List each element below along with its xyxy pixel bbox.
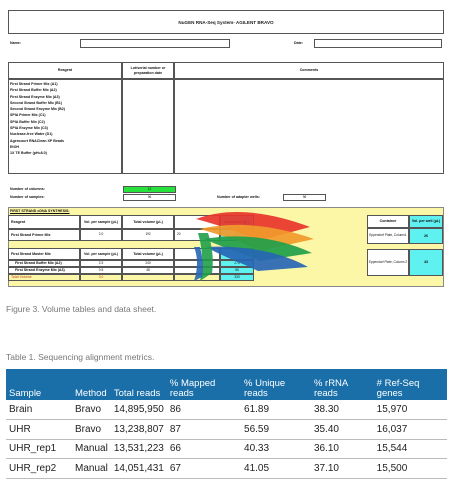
cell-mapped-reads: 87 (167, 420, 241, 440)
t1-row-total: 192 (145, 232, 151, 237)
reagent-item: 1X TE Buffer (pH=8.0) (10, 151, 47, 156)
cell-total-reads: 13,238,807 (111, 420, 167, 440)
header-refseq-genes: # Ref-Seq genes (374, 369, 447, 400)
t1-row-vol: 2.0 (98, 232, 104, 237)
t1-row-vol-cell (80, 229, 122, 241)
cell-method: Manual (72, 439, 111, 459)
t2-total-header-cell (122, 248, 174, 260)
swoosh-graphic (188, 207, 318, 287)
t2-total-total-cell (122, 274, 174, 281)
reagent-item: Second Strand Enzyme Mix (B2) (10, 107, 65, 112)
table-row (6, 439, 447, 459)
header-sample: Sample (6, 369, 72, 400)
num-columns-label: Number of columns: (10, 187, 45, 191)
comments-header-cell (174, 62, 444, 79)
t2-row1-right: 275 (234, 260, 240, 265)
container1-value: 26 (424, 233, 428, 238)
name-field[interactable] (80, 39, 230, 48)
cell-total-reads: 14,895,950 (111, 400, 167, 420)
t2-row1-total: 240 (145, 260, 151, 265)
metrics-header-row (6, 369, 447, 400)
sheet-title-box (8, 10, 444, 34)
cell-unique-reads: 40.33 (241, 439, 311, 459)
reagent-header: Reagent (57, 68, 73, 73)
t2-row2-label: First Strand Enzyme Mix (A3) (15, 268, 65, 273)
metrics-table (6, 369, 447, 479)
t2-header-label-cell (8, 248, 80, 260)
t1-vol-header: Vol. per sample (µL) (84, 219, 118, 224)
num-columns-value-cell[interactable] (123, 186, 176, 193)
container2-label: Eppendorf Plate, Column 2 (368, 259, 408, 264)
reagent-item: First Strand Primer Mix (A1) (10, 82, 58, 86)
reagent-list (10, 82, 65, 158)
num-samples-value: 96 (147, 194, 152, 199)
reagent-item: Agencourt RNAClean XP Beads (10, 138, 65, 143)
cell-unique-reads: 61.89 (241, 400, 311, 420)
t2-row2-vol: 0.5 (98, 267, 104, 272)
cell-mapped-reads: 66 (167, 439, 241, 459)
t2-total-label-cell (8, 274, 80, 281)
num-samples-label: Number of samples: (10, 195, 45, 199)
table-row (6, 400, 447, 420)
cell-rrna-reads: 36.10 (311, 439, 374, 459)
header-rrna-reads: % rRNA reads (311, 369, 374, 400)
cell-rrna-reads: 38.30 (311, 400, 374, 420)
container2-value-cell (409, 249, 443, 276)
cell-unique-reads: 41.05 (241, 459, 311, 479)
vol-per-well-header-cell (409, 215, 443, 228)
t2-row2-total-cell (122, 267, 174, 274)
reagent-item: Second Strand Buffer Mix (B1) (10, 100, 62, 105)
t2-row2-label-cell (8, 267, 80, 274)
cell-method: Bravo (72, 420, 111, 440)
container-header-cell (367, 215, 409, 228)
comments-column-cell[interactable] (174, 79, 444, 174)
num-adapter-wells-label: Number of adapter wells: (217, 195, 260, 199)
reagent-item: First Strand Enzyme Mix (A3) (10, 94, 60, 99)
t2-total-vol-cell (80, 274, 122, 281)
container1-label-cell (367, 228, 409, 244)
reagent-item: SPIA Buffer Mix (C2) (10, 119, 45, 124)
cell-method: Manual (72, 459, 111, 479)
t2-row2-total: 48 (146, 267, 150, 272)
cell-rrna-reads: 37.10 (311, 459, 374, 479)
header-total-reads: Total reads (111, 369, 167, 400)
cell-refseq-genes: 15,970 (374, 400, 447, 420)
cell-refseq-genes: 15,500 (374, 459, 447, 479)
t1-total-header: Total volume (µL) (133, 219, 163, 224)
table-caption: Table 1. Sequencing alignment metrics. (6, 352, 155, 362)
sheet-title: NuGEN RNA-Seq System- AGILENT BRAVO (178, 19, 274, 25)
t2-row1-label: First Strand Buffer Mix (A2) (15, 261, 62, 266)
container2-value: 43 (424, 260, 428, 265)
t2-row2-vol-cell (80, 267, 122, 274)
cell-rrna-reads: 35.40 (311, 420, 374, 440)
container1-label: Eppendorf Plate, Column1 (369, 233, 407, 238)
table-row (6, 420, 447, 440)
figure-caption: Figure 3. Volume tables and data sheet. (6, 304, 157, 314)
num-columns-value: 12 (147, 186, 152, 191)
reagent-table (8, 62, 444, 174)
header-method: Method (72, 369, 111, 400)
cell-total-reads: 13,531,223 (111, 439, 167, 459)
t1-row-mid: 20 (177, 232, 181, 237)
reagent-item: Nuclease-free Water (D1) (10, 132, 53, 137)
t2-total-right: 333 (234, 274, 240, 279)
cell-unique-reads: 56.59 (241, 420, 311, 440)
t2-row2-right: 55 (235, 267, 239, 272)
t1-reagent-header: Reagent (11, 219, 26, 224)
t2-total-vol: 3.0 (98, 274, 104, 279)
lot-header-cell (122, 62, 174, 79)
comments-header: Comments (299, 68, 319, 73)
num-adapter-wells-value-cell[interactable] (283, 194, 326, 201)
t2-total-header: Total volume (µL) (133, 251, 163, 256)
container1-value-cell (409, 228, 443, 244)
cell-mapped-reads: 67 (167, 459, 241, 479)
t2-row1-vol-cell (80, 260, 122, 267)
cell-refseq-genes: 16,037 (374, 420, 447, 440)
cell-refseq-genes: 15,544 (374, 439, 447, 459)
header-mapped-reads: % Mapped reads (167, 369, 241, 400)
container2-label-cell (367, 249, 409, 276)
cell-mapped-reads: 86 (167, 400, 241, 420)
reagent-item: SPIA Enzyme Mix (C3) (10, 126, 48, 131)
table-row (6, 459, 447, 479)
t2-vol-header-cell (80, 248, 122, 260)
cell-sample: Brain (6, 400, 72, 420)
reagent-header-cell (8, 62, 122, 79)
lot-column-cell[interactable] (122, 79, 174, 174)
cell-sample: UHR (6, 420, 72, 440)
header-unique-reads: % Unique reads (241, 369, 311, 400)
synthesis-title: FIRST STRAND cDNA SYNTHESIS: (10, 209, 70, 213)
num-samples-value-cell[interactable] (123, 194, 176, 201)
container-header: Container (379, 219, 397, 224)
vol-per-well-header: Vol. per well (µL) (411, 219, 441, 224)
t1-row-label-cell (8, 229, 80, 241)
t1-vol-header-cell (80, 215, 122, 229)
date-label: Date: (294, 41, 303, 45)
t1-total-header-cell (122, 215, 174, 229)
num-adapter-wells-value: 96 (302, 194, 307, 199)
metrics-body (6, 400, 447, 478)
cell-method: Bravo (72, 400, 111, 420)
t2-row1-total-cell (122, 260, 174, 267)
t1-row-label: First Strand Primer Mix (11, 232, 51, 237)
t1-row-total-cell (122, 229, 174, 241)
cell-sample: UHR_rep2 (6, 459, 72, 479)
name-label: Name: (10, 41, 21, 45)
date-field[interactable] (314, 39, 442, 48)
t2-header-label: First Strand Master Mix (11, 251, 51, 256)
lot-header: Lot/serial number or preparation date (130, 66, 166, 75)
cell-sample: UHR_rep1 (6, 439, 72, 459)
t1-reagent-header-cell (8, 215, 80, 229)
cell-total-reads: 14,051,431 (111, 459, 167, 479)
reagent-item: SPIA Primer Mix (C1) (10, 113, 46, 118)
t2-row1-vol: 2.5 (98, 260, 104, 265)
reagent-item: First Strand Buffer Mix (A2) (10, 88, 57, 93)
t2-vol-header: Vol. per sample (µL) (84, 251, 118, 256)
reagent-item: EtOH (10, 144, 19, 149)
t2-total-label: Total Volume (11, 275, 32, 280)
t2-row1-label-cell (8, 260, 80, 267)
